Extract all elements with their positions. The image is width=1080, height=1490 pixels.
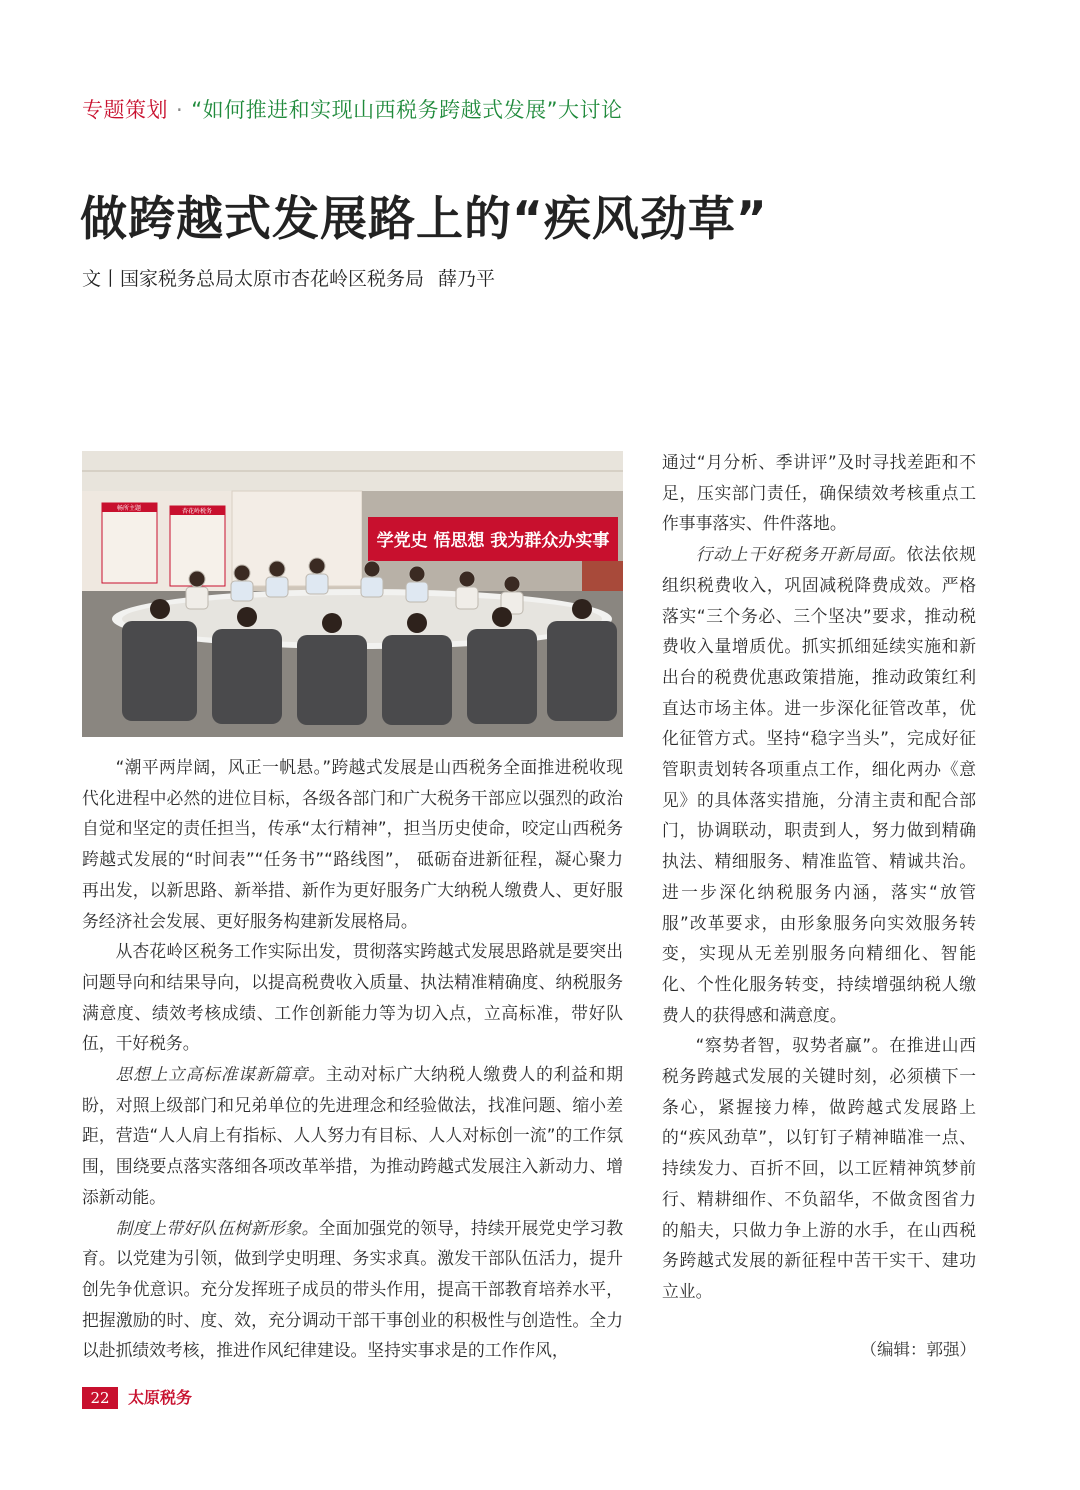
paragraph-thinking-body: 主动对标广大纳税人缴费人的利益和期盼，对照上级部门和兄弟单位的先进理念和经验做法，找准问题、缩小差距，营造“人人肩上有指标、人人努力有目标、人人对标创一流”的工作氛围，围绕要点落实落细各项改革举措，为推动跨越式发展注入新动力、增添新动能。 (82, 1064, 623, 1207)
publication-name: 太原税务 (128, 1388, 193, 1407)
paragraph-system-lead: 制度上带好队伍树新形象。 (115, 1217, 319, 1238)
section-label: 专题策划 (82, 98, 168, 122)
paragraph-intro: “潮平两岸阔，风正一帆悬。”跨越式发展是山西税务全面推进税收现代化进程中必然的进位目标，各级各部门和广大税务干部应以强烈的政治自觉和坚定的责任担当，传承“太行精神”，担当历史使命，咬定山西税务跨越式发展的“时间表”“任务书”“路线图”， 砥砺奋进新征程，凝心聚力再出发，以新思路、新举措、新作为更好服务广大纳税人缴费人、更好服务经济社会发展、更好服务构建新发展格局。 (82, 757, 623, 931)
byline-affiliation: 文丨国家税务总局太原市杏花岭区税务局 (82, 268, 425, 290)
meeting-photo-illustration (82, 451, 623, 737)
photo-banner-text: 学党史 悟思想 我为群众办实事 (376, 531, 610, 551)
kicker-separator: · (176, 98, 184, 122)
topic-label: “如何推进和实现山西税务跨越式发展”大讨论 (191, 98, 623, 122)
paragraph-action-lead: 行动上干好税务开新局面。 (695, 544, 907, 565)
paragraph-continued: 通过“月分析、季讲评”及时寻找差距和不足，压实部门责任，确保绩效考核重点工作事事落实、件件落地。 (662, 452, 976, 534)
paragraph-approach: 从杏花岭区税务工作实际出发，贯彻落实跨越式发展思路就是要突出问题导向和结果导向，以提高税费收入质量、执法精准精确度、纳税服务满意度、绩效考核成绩、工作创新能力等为切入点，立高标准，带好队伍，干好税务。 (82, 941, 623, 1054)
paragraph-thinking (82, 1059, 623, 1213)
paragraph-action (662, 539, 976, 1030)
section-kicker (82, 94, 622, 124)
paragraph-system-body: 全面加强党的领导，持续开展党史学习教育。以党建为引领，做到学史明理、务实求真。激发干部队伍活力，提升创先争优意识。充分发挥班子成员的带头作用，提高干部教育培养水平，把握激励的时、度、效，充分调动干部干事创业的积极性与创造性。全力以赴抓绩效考核，推进作风纪律建设。坚持实事求是的工作作风， (82, 1217, 623, 1361)
page-number: 22 (82, 1387, 118, 1409)
wall-board-2-label: 杏花岭税务 (181, 508, 213, 515)
paragraph-system (82, 1213, 623, 1367)
paragraph-action-body: 依法依规组织税费收入，巩固减税降费成效。严格落实“三个务必、三个坚决”要求，推动税费收入量增质优。抓实抓细延续实施和新出台的税费优惠政策措施，推动政策红利直达市场主体。进一步深化征管改革，优化征管方式。坚持“稳字当头”，完成好征管职责划转各项重点工作，细化两办《意见》的具体落实措施，分清主责和配合部门，协调联动，职责到人，努力做到精确执法、精细服务、精准监管、精诚共治。进一步深化纳税服务内涵，落实“放管服”改革要求，由形象服务向实效服务转变，实现从无差别服务向精细化、智能化、个性化服务转变，持续增强纳税人缴费人的获得感和满意度。 (662, 544, 976, 1025)
byline (82, 264, 495, 291)
left-column (82, 752, 623, 1366)
wall-board-1-label: 畅所主题 (116, 505, 142, 512)
meeting-photo (82, 451, 623, 737)
author-name: 薛乃平 (438, 268, 496, 290)
paragraph-conclusion: “察势者智，驭势者赢”。在推进山西税务跨越式发展的关键时刻，必须横下一条心，紧握接力棒，做跨越式发展路上的“疾风劲草”，以钉钉子精神瞄准一点、持续发力、百折不回，以工匠精神筑梦前行、精耕细作、不负韶华，不做贪图省力的船夫，只做力争上游的水手，在山西税务跨越式发展的新征程中苦干实干、建功立业。 (662, 1035, 976, 1301)
editor-credit: （编辑：郭强） (860, 1340, 976, 1359)
right-column (662, 447, 976, 1307)
paragraph-thinking-lead: 思想上立高标准谋新篇章。 (115, 1064, 326, 1085)
article-title: 做跨越式发展路上的“疾风劲草” (80, 192, 768, 247)
